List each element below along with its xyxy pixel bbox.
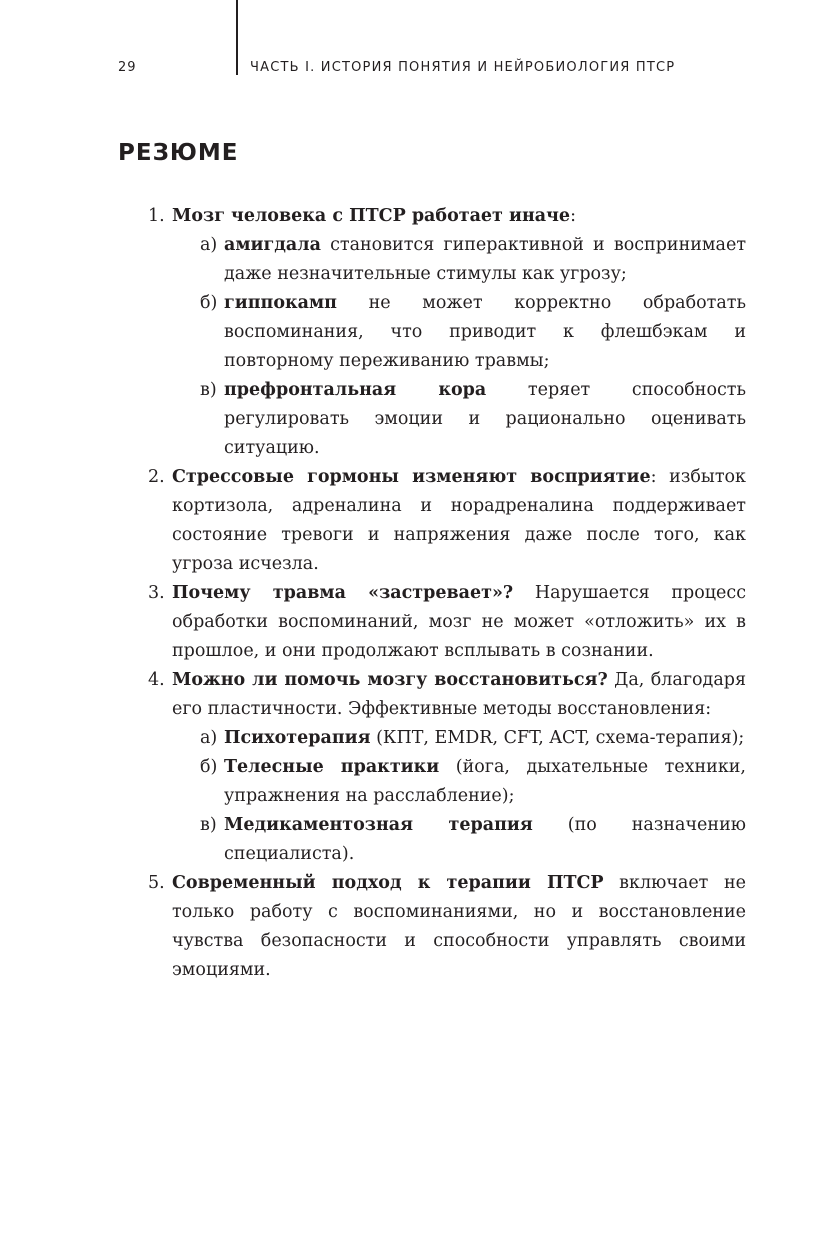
sub-item-letter: а) [200, 235, 218, 255]
item-number: 3. [148, 583, 165, 603]
sub-item-letter: в) [200, 815, 217, 835]
item-text: включает не только работу с воспоминаниями, но и восстановление чувства безопасности и способности управлять своими эмоциями. [172, 873, 746, 980]
running-title: ЧАСТЬ I. ИСТОРИЯ ПОНЯТИЯ И НЕЙРОБИОЛОГИЯ ПТСР [250, 60, 676, 75]
sub-item-text: не может корректно обработать воспоминания, что приводит к флешбэкам и повторному переживанию травмы; [224, 293, 746, 371]
sub-item-letter: б) [200, 757, 218, 777]
sub-item-heading: Психотерапия [224, 728, 371, 748]
list-item [118, 666, 746, 724]
summary-list [118, 202, 746, 985]
sub-item-heading: амигдала [224, 235, 321, 255]
sub-item-letter: б) [200, 293, 218, 313]
sub-item [118, 753, 746, 811]
page-number: 29 [118, 60, 137, 75]
list-item [118, 579, 746, 666]
item-number: 1. [148, 206, 165, 226]
item-text: Нарушается процесс обработки воспоминаний, мозг не может «отложить» их в прошлое, и они продолжают всплывать в сознании. [172, 583, 746, 661]
item-number: 2. [148, 467, 165, 487]
sub-item [118, 231, 746, 289]
sub-item [118, 289, 746, 376]
sub-item-letter: в) [200, 380, 217, 400]
sub-item [118, 724, 746, 753]
sub-item-heading: Медикаментозная терапия [224, 815, 533, 835]
sub-item [118, 811, 746, 869]
sub-item-heading: префронтальная кора [224, 380, 487, 400]
sub-item-text: становится гиперактивной и воспринимает даже незначительные стимулы как угрозу; [224, 235, 746, 284]
item-text: : [570, 206, 576, 226]
header-divider [236, 0, 238, 75]
sub-item-heading: Телесные практики [224, 757, 440, 777]
list-item [118, 869, 746, 985]
section-title: РЕЗЮМЕ [118, 140, 239, 166]
sub-item-text: (КПТ, EMDR, CFT, ACT, схема-терапия); [370, 728, 745, 748]
sub-item-text: (йога, дыхательные техники, упражнения на расслабление); [224, 757, 746, 806]
sub-item-text: теряет способность регулировать эмоции и рационально оценивать ситуацию. [224, 380, 746, 458]
item-heading: Стрессовые гормоны изменяют восприятие [172, 467, 651, 487]
item-text: : избыток кортизола, адреналина и норадреналина поддерживает состояние тревоги и напряжения даже после того, как угроза исчезла. [172, 467, 746, 574]
item-number: 5. [148, 873, 165, 893]
sub-item-text: (по назначению специалиста). [224, 815, 746, 864]
item-text: Да, благодаря его пластичности. Эффективные методы восстановления: [172, 670, 746, 719]
sub-item-letter: а) [200, 728, 218, 748]
item-number: 4. [148, 670, 165, 690]
item-heading: Современный подход к терапии ПТСР [172, 873, 604, 893]
sub-item [118, 376, 746, 463]
item-heading: Мозг человека с ПТСР работает иначе [172, 206, 571, 226]
sub-item-heading: гиппокамп [224, 293, 337, 313]
list-item [118, 463, 746, 579]
list-item [118, 202, 746, 231]
item-heading: Почему травма «застревает»? [172, 583, 514, 603]
item-heading: Можно ли помочь мозгу восстановиться? [172, 670, 608, 690]
